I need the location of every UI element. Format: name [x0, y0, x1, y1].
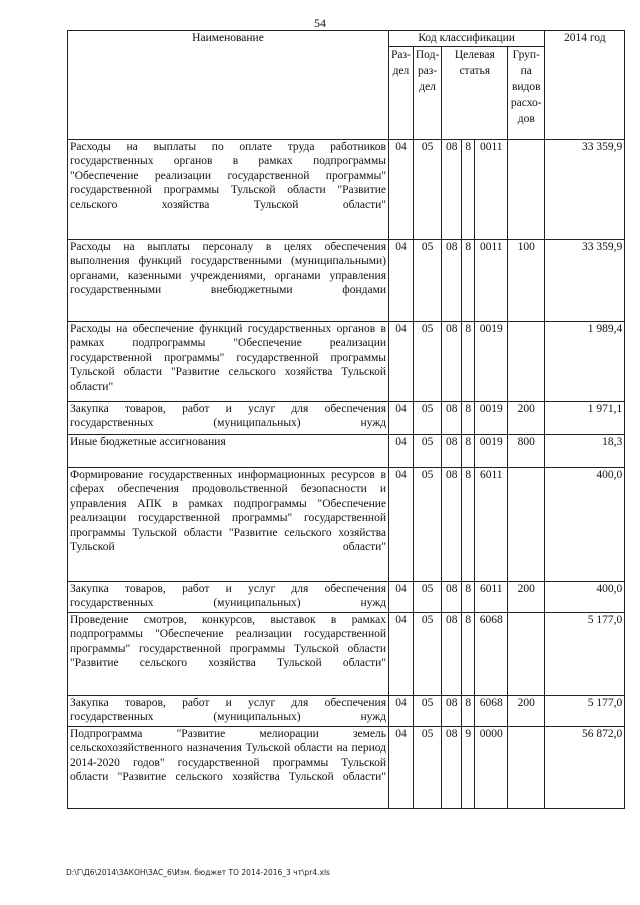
table-row: [68, 612, 625, 695]
row-cs3: 0011: [475, 239, 508, 321]
row-cs1: 08: [442, 434, 462, 467]
row-amount: 1 989,4: [545, 321, 625, 401]
row-amount: 33 359,9: [545, 239, 625, 321]
table-row: [68, 695, 625, 726]
row-cs2: 8: [462, 612, 475, 695]
row-group: [508, 139, 545, 239]
header-name: Наименование: [68, 31, 389, 140]
header-celevaya: [442, 46, 508, 139]
row-amount: 33 359,9: [545, 139, 625, 239]
row-cs2: 8: [462, 581, 475, 612]
row-cs3: 0000: [475, 726, 508, 808]
row-razdel: 04: [389, 581, 414, 612]
header-celevaya-l2: статья: [459, 64, 491, 77]
row-cs1: 08: [442, 401, 462, 434]
header-row-1: [68, 31, 625, 47]
row-razdel: 04: [389, 467, 414, 581]
header-podrazdel-l3: дел: [419, 80, 436, 93]
row-cs1: 08: [442, 467, 462, 581]
row-cs1: 08: [442, 726, 462, 808]
row-cs3: 6068: [475, 695, 508, 726]
header-group-l4: расхо-: [510, 96, 542, 109]
header-group-l1: Груп-: [512, 48, 540, 61]
row-razdel: 04: [389, 401, 414, 434]
header-code: Код классификации: [389, 31, 545, 47]
row-group: [508, 612, 545, 695]
header-razdel: [389, 46, 414, 139]
table-row: [68, 139, 625, 239]
row-name: Расходы на выплаты по оплате труда работников государственных органов в рамках подпрограммы "Обеспечение реализации государственной программы" государственной программы Тульской области "Развитие сельского хозяйства Тульской области": [68, 139, 389, 239]
row-podrazdel: 05: [413, 581, 441, 612]
row-cs2: 8: [462, 401, 475, 434]
header-podrazdel: [413, 46, 441, 139]
row-podrazdel: 05: [413, 434, 441, 467]
row-group: [508, 726, 545, 808]
row-amount: 400,0: [545, 467, 625, 581]
header-group-l2: па: [520, 64, 532, 77]
row-cs1: 08: [442, 695, 462, 726]
row-name: Расходы на выплаты персоналу в целях обеспечения выполнения функций государственными (муниципальными) органами, казенными учреждениями, органами управления государственными внебюджетными фондами: [68, 239, 389, 321]
row-cs1: 08: [442, 139, 462, 239]
file-path-footer: D:\Г\Д6\2014\ЗАКОН\ЗАС_6\Изм. бюджет ТО 2014-2016_3 чт\pr4.xls: [66, 868, 330, 877]
header-podrazdel-l1: Под-: [415, 48, 440, 61]
row-group: [508, 321, 545, 401]
header-group-l5: дов: [517, 112, 535, 125]
budget-table: [67, 30, 625, 809]
row-group: 200: [508, 581, 545, 612]
table-row: [68, 581, 625, 612]
row-cs3: 0019: [475, 401, 508, 434]
row-amount: 1 971,1: [545, 401, 625, 434]
row-amount: 56 872,0: [545, 726, 625, 808]
table-row: [68, 239, 625, 321]
row-name: Иные бюджетные ассигнования: [68, 434, 389, 467]
header-group: [508, 46, 545, 139]
header-celevaya-l1: Целевая: [454, 48, 495, 61]
row-podrazdel: 05: [413, 695, 441, 726]
row-cs1: 08: [442, 581, 462, 612]
row-podrazdel: 05: [413, 401, 441, 434]
row-cs3: 6011: [475, 467, 508, 581]
row-name: Проведение смотров, конкурсов, выставок в рамках подпрограммы "Обеспечение реализации государственной программы" государственной программы Тульской области "Развитие сельского хозяйства Тульской области": [68, 612, 389, 695]
row-amount: 5 177,0: [545, 612, 625, 695]
row-cs3: 0019: [475, 434, 508, 467]
row-cs2: 8: [462, 467, 475, 581]
row-cs1: 08: [442, 239, 462, 321]
row-amount: 5 177,0: [545, 695, 625, 726]
row-group: 200: [508, 695, 545, 726]
row-name: Подпрограмма "Развитие мелиорации земель сельскохозяйственного назначения Тульской области на период 2014-2020 годов" государственной программы Тульской области "Развитие сельского хозяйства Тульской области": [68, 726, 389, 808]
row-cs1: 08: [442, 612, 462, 695]
table-row: [68, 321, 625, 401]
row-group: 200: [508, 401, 545, 434]
row-podrazdel: 05: [413, 726, 441, 808]
row-cs2: 8: [462, 695, 475, 726]
row-cs2: 8: [462, 434, 475, 467]
row-group: [508, 467, 545, 581]
header-razdel-l2: дел: [392, 64, 410, 77]
row-cs2: 9: [462, 726, 475, 808]
header-year: 2014 год: [545, 31, 625, 140]
header-podrazdel-l2: раз-: [417, 64, 438, 77]
row-name: Закупка товаров, работ и услуг для обеспечения государственных (муниципальных) нужд: [68, 695, 389, 726]
row-podrazdel: 05: [413, 139, 441, 239]
row-razdel: 04: [389, 239, 414, 321]
row-amount: 400,0: [545, 581, 625, 612]
row-podrazdel: 05: [413, 321, 441, 401]
row-cs3: 6068: [475, 612, 508, 695]
row-razdel: 04: [389, 726, 414, 808]
row-podrazdel: 05: [413, 239, 441, 321]
row-cs2: 8: [462, 139, 475, 239]
row-cs3: 0019: [475, 321, 508, 401]
row-amount: 18,3: [545, 434, 625, 467]
row-group: 100: [508, 239, 545, 321]
page-number: 54: [314, 16, 326, 30]
row-cs1: 08: [442, 321, 462, 401]
row-razdel: 04: [389, 434, 414, 467]
row-cs3: 6011: [475, 581, 508, 612]
row-name: Расходы на обеспечение функций государственных органов в рамках подпрограммы "Обеспечение реализации государственной программы" государственной программы Тульской области "Развитие сельского хозяйства Тульской области": [68, 321, 389, 401]
row-razdel: 04: [389, 321, 414, 401]
row-podrazdel: 05: [413, 467, 441, 581]
row-name: Закупка товаров, работ и услуг для обеспечения государственных (муниципальных) нужд: [68, 401, 389, 434]
header-razdel-l1: Раз-: [391, 48, 411, 61]
row-razdel: 04: [389, 139, 414, 239]
row-podrazdel: 05: [413, 612, 441, 695]
table-row: [68, 401, 625, 434]
row-group: 800: [508, 434, 545, 467]
row-name: Формирование государственных информационных ресурсов в сферах обеспечения продовольственной безопасности и управления АПК в рамках подпрограммы "Обеспечение реализации государственной программы" государственной программы Тульской области "Развитие сельского хозяйства Тульской области": [68, 467, 389, 581]
row-cs2: 8: [462, 239, 475, 321]
header-group-l3: видов: [511, 80, 541, 93]
table-row: [68, 726, 625, 808]
row-razdel: 04: [389, 612, 414, 695]
table-row: [68, 434, 625, 467]
row-cs2: 8: [462, 321, 475, 401]
row-name: Закупка товаров, работ и услуг для обеспечения государственных (муниципальных) нужд: [68, 581, 389, 612]
table-row: [68, 467, 625, 581]
row-razdel: 04: [389, 695, 414, 726]
row-cs3: 0011: [475, 139, 508, 239]
